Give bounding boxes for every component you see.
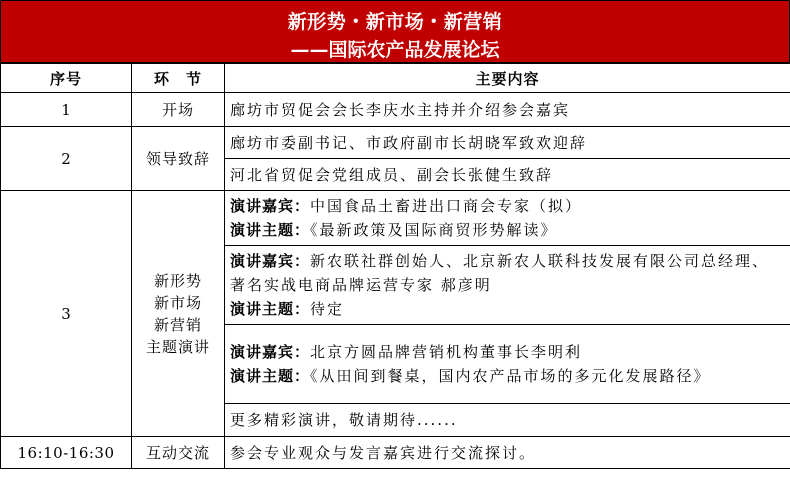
row-segment	[132, 191, 225, 437]
row-content: 参会专业观众与发言嘉宾进行交流探讨。	[225, 437, 790, 469]
topic-label: 演讲主题：	[230, 300, 311, 318]
guest-label: 演讲嘉宾：	[230, 252, 311, 270]
guest-text: 北京方圆品牌营销机构董事长李明利	[310, 343, 583, 361]
talk-block	[225, 191, 790, 246]
row-content: 廊坊市委副书记、市政府副市长胡晓军致欢迎辞	[225, 127, 790, 159]
guest-text: 新农联社群创始人、北京新农人联科技发展有限公司总经理、著名实战电商品牌运营专家 郝彦明	[230, 252, 770, 294]
topic-label: 演讲主题：	[230, 221, 311, 239]
guest-label: 演讲嘉宾：	[230, 343, 311, 361]
row-num: 1	[1, 93, 132, 127]
header-row	[1, 64, 790, 93]
segment-line: 新营销	[153, 315, 202, 334]
talk-block	[225, 325, 790, 404]
agenda-table	[0, 63, 790, 469]
row-content: 河北省贸促会党组成员、副会长张健生致辞	[225, 159, 790, 191]
table-row	[1, 93, 790, 127]
row-time: 16:10-16:30	[1, 437, 132, 469]
agenda-banner	[0, 0, 790, 63]
segment-line: 新市场	[153, 293, 202, 312]
table-row	[1, 191, 790, 246]
segment-line: 新形势	[153, 271, 202, 290]
header-num: 序号	[1, 64, 132, 93]
row-num: 3	[1, 191, 132, 437]
row-segment: 开场	[132, 93, 225, 127]
topic-text: 待定	[310, 300, 345, 318]
banner-subtitle: ——国际农产品发展论坛	[290, 39, 500, 61]
topic-label: 演讲主题：	[230, 367, 311, 385]
row-content: 廊坊市贸促会会长李庆水主持并介绍参会嘉宾	[225, 93, 790, 127]
topic-text: 《最新政策及国际商贸形势解读》	[310, 221, 558, 239]
row-num: 2	[1, 127, 132, 191]
segment-line: 主题演讲	[145, 337, 210, 356]
header-content: 主要内容	[225, 64, 790, 93]
topic-text: 《从田间到餐桌，国内农产品市场的多元化发展路径》	[310, 367, 711, 385]
row-segment: 互动交流	[132, 437, 225, 469]
more-talks-note: 更多精彩演讲，敬请期待......	[225, 404, 790, 437]
header-segment: 环 节	[132, 64, 225, 93]
table-row	[1, 437, 790, 469]
banner-title: 新形势・新市场・新营销	[287, 11, 503, 33]
guest-label: 演讲嘉宾：	[230, 197, 311, 215]
guest-text: 中国食品土畜进出口商会专家（拟）	[310, 197, 583, 215]
table-row	[1, 127, 790, 159]
talk-block	[225, 246, 790, 325]
row-segment: 领导致辞	[132, 127, 225, 191]
